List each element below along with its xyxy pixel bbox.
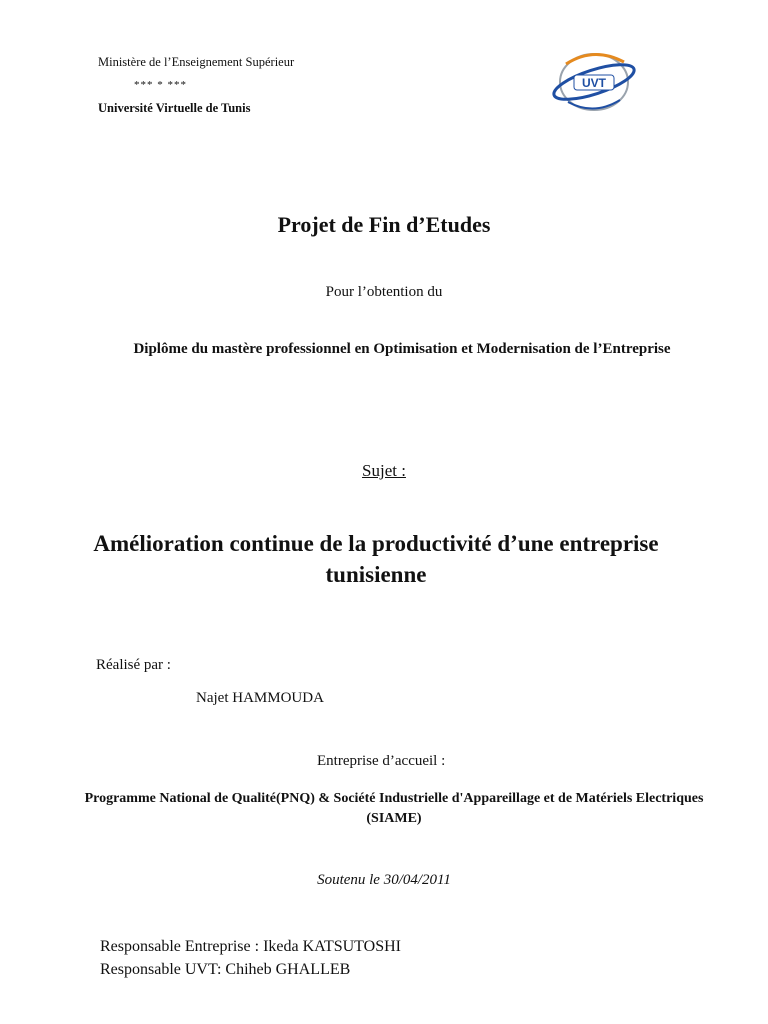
sujet-label: Sujet : — [362, 461, 406, 480]
uvt-logo-graphic — [548, 44, 640, 118]
realise-label: Réalisé par : — [96, 657, 171, 673]
uvt-logo — [548, 44, 640, 118]
header-separator: *** * *** — [134, 79, 187, 91]
diploma-text: Diplôme du mastère professionnel en Optimisation et Modernisation de l’Entreprise — [133, 341, 671, 357]
uvt-supervisor: Responsable UVT: Chiheb GHALLEB — [100, 961, 351, 978]
university-name: Université Virtuelle de Tunis — [98, 101, 251, 115]
ministry-line: Ministère de l’Enseignement Supérieur — [98, 55, 295, 69]
company-supervisor: Responsable Entreprise : Ikeda KATSUTOSHI — [100, 938, 401, 955]
accueil-label: Entreprise d’accueil : — [317, 753, 446, 769]
defense-date: Soutenu le 30/04/2011 — [317, 872, 451, 888]
subject-title: Amélioration continue de la productivité d’une entreprise tunisienne — [93, 531, 659, 587]
author-name: Najet HAMMOUDA — [196, 690, 324, 706]
document-title: Projet de Fin d’Etudes — [277, 212, 491, 237]
host-company: Programme National de Qualité(PNQ) & Société Industrielle d'Appareillage et de Matériels Electriques (SIAME) — [84, 791, 704, 826]
logo-text: UVT — [582, 76, 606, 90]
obtention-text: Pour l’obtention du — [325, 284, 443, 300]
